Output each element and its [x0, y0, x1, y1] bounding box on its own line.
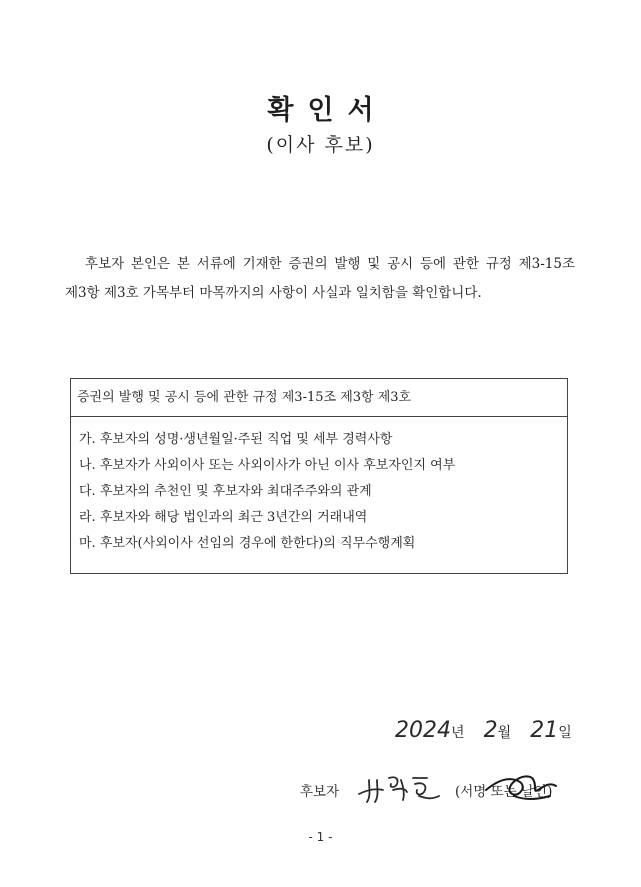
regulation-box — [70, 378, 568, 574]
confirmation-statement: 후보자 본인은 본 서류에 기재한 증권의 발행 및 공시 등에 관한 규정 제3-15조 제3항 제3호 가목부터 마목까지의 사항이 사실과 일치함을 확인합니다. — [65, 255, 575, 301]
regulation-item: 라. 후보자와 해당 법인과의 최근 3년간의 거래내역 — [79, 510, 368, 525]
handwritten-signature — [355, 770, 445, 806]
document-title: 확인서 — [267, 95, 388, 126]
regulation-item-list — [71, 417, 567, 557]
signature-scribble — [480, 766, 560, 806]
document-subtitle: (이사 후보) — [266, 134, 375, 156]
date-year-unit: 년 — [451, 725, 465, 741]
regulation-box-header: 증권의 발행 및 공시 등에 관한 규정 제3-15조 제3항 제3호 — [71, 379, 567, 417]
seal-instruction: (서명 또는 날인) — [455, 784, 553, 800]
date-month-unit: 월 — [497, 725, 512, 741]
regulation-item: 다. 후보자의 추천인 및 후보자와 최대주주와의 관계 — [79, 484, 372, 499]
date-line — [395, 718, 585, 748]
regulation-item: 가. 후보자의 성명·생년월일·주된 직업 및 세부 경력사항 — [79, 432, 393, 447]
page-number: - 1 - — [308, 830, 333, 844]
signature-row — [300, 770, 600, 810]
regulation-item: 마. 후보자(사외이사 선임의 경우에 한한다)의 직무수행계획 — [79, 536, 416, 551]
date-month: 2 — [483, 718, 498, 743]
candidate-label: 후보자 — [300, 784, 340, 800]
date-year: 2024 — [395, 718, 451, 743]
date-day: 21 — [530, 718, 559, 743]
regulation-item: 나. 후보자가 사외이사 또는 사외이사가 아닌 이사 후보자인지 여부 — [79, 458, 456, 473]
date-day-unit: 일 — [558, 725, 572, 741]
